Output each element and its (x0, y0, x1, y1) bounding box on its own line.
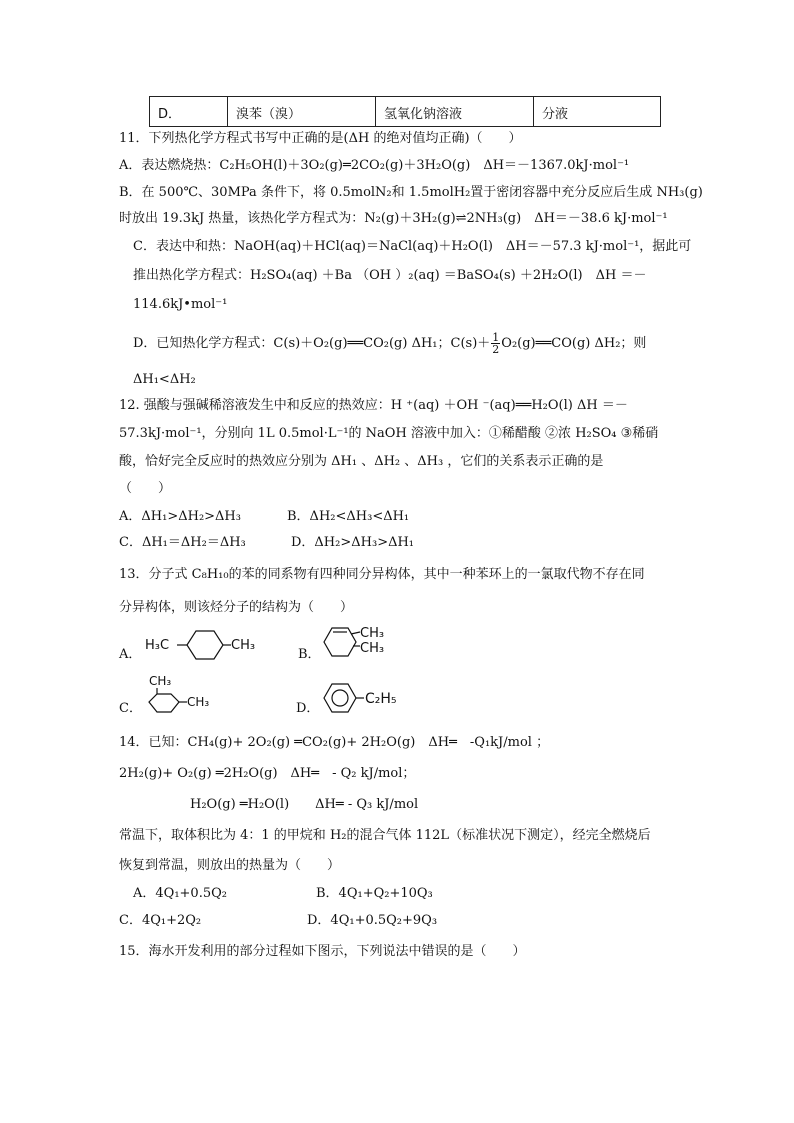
q11-d-part1: D．已知热化学方程式：C(s)＋O₂(g)══CO₂(g) ΔH₁；C(s)＋ (133, 336, 491, 351)
q12-line3: 酸，恰好完全反应时的热效应分别为 ΔH₁ 、ΔH₂ 、ΔH₃ ，它们的关系表示正确的是 (119, 454, 604, 469)
structure-text: C₂H₅ (365, 691, 397, 707)
structure-text: CH₃ (187, 695, 210, 709)
q11-option-d-line1 (133, 332, 646, 356)
q15-line1: 15．海水开发利用的部分过程如下图示，下列说法中错误的是（ ） (119, 944, 526, 959)
q14-option-b: B．4Q₁+Q₂+10Q₃ (316, 886, 433, 901)
q12-line1: 12. 强酸与强碱稀溶液发生中和反应的热效应：H ⁺(aq) ＋OH ⁻(aq)══H₂O(l) ΔH ＝－ (119, 398, 628, 413)
q12-option-c: C．ΔH₁＝ΔH₂＝ΔH₃ (119, 535, 246, 550)
q14-option-c: C．4Q₁+2Q₂ (119, 913, 202, 928)
structure-text: CH₃ (360, 626, 385, 641)
q14-option-d: D．4Q₁+0.5Q₂+9Q₃ (307, 913, 438, 928)
q11-option-b-line1: B．在 500℃、30MPa 条件下，将 0.5molN₂和 1.5molH₂置于密闭容器中充分反应后生成 NH₃(g) (119, 185, 703, 200)
structure-text: H₃C (145, 638, 170, 653)
q12-option-b: B．ΔH₂<ΔH₃<ΔH₁ (287, 509, 410, 524)
benzene-ring-icon (149, 694, 179, 712)
fraction-denominator: 2 (492, 343, 500, 356)
structure-text: CH₃ (149, 674, 172, 688)
m-xylene-structure (143, 672, 233, 718)
q11-option-c-line1: C．表达中和热：NaOH(aq)＋HCl(aq)＝NaCl(aq)＋H₂O(l) ΔH＝－57.3 kJ·mol⁻¹，据此可 (133, 239, 692, 254)
q14-line2: 2H₂(g)+ O₂(g) ═2H₂O(g) ΔH═ - Q₂ kJ/mol； (119, 766, 416, 781)
reagent-table-row (149, 96, 661, 127)
q14-line5: 恢复到常温，则放出的热量为（ ） (119, 858, 341, 873)
q14-option-a: A．4Q₁+0.5Q₂ (133, 886, 227, 901)
structure-text: CH₃ (231, 638, 256, 653)
table-cell-reagent: 氢氧化钠溶液 (376, 97, 534, 126)
q12-option-a: A．ΔH₁>ΔH₂>ΔH₃ (119, 509, 241, 524)
q12-line4: （ ） (119, 481, 172, 496)
q11-d-part2: O₂(g)══CO(g) ΔH₂；则 (501, 336, 647, 351)
q11-option-c-line2: 推出热化学方程式：H₂SO₄(aq) ＋Ba （OH ）₂(aq) ＝BaSO₄(s) ＋2H₂O(l) ΔH ＝－ (133, 268, 647, 283)
benzene-ring-icon (324, 684, 356, 712)
structure-text: CH₃ (360, 641, 385, 656)
q14-line1: 14．已知：CH₄(g)+ 2O₂(g) ═CO₂(g)+ 2H₂O(g) ΔH═ -Q₁kJ/mol ； (119, 735, 550, 750)
q13-option-b-label: B． (298, 647, 321, 662)
q11-option-d-line2: ΔH₁<ΔH₂ (133, 372, 196, 387)
q14-line4: 常温下，取体积比为 4：1 的甲烷和 H₂的混合气体 112L（标准状况下测定），经完全燃烧后 (119, 828, 651, 843)
q13-line2: 分异构体，则该烃分子的结构为（ ） (119, 600, 354, 615)
table-cell-substance: 溴苯（溴） (228, 97, 376, 126)
q13-option-c-label: C． (119, 701, 142, 716)
q11-option-b-line2: 时放出 19.3kJ 热量，该热化学方程式为：N₂(g)＋3H₂(g)⇌2NH₃(g) ΔH＝－38.6 kJ·mol⁻¹ (119, 211, 668, 226)
o-xylene-structure (320, 622, 400, 662)
q11-option-a: A．表达燃烧热：C₂H₅OH(l)＋3O₂(g)═2CO₂(g)＋3H₂O(g) ΔH＝－1367.0kJ·mol⁻¹ (119, 158, 630, 173)
structure-bond (351, 632, 360, 634)
q12-line2: 57.3kJ·mol⁻¹，分别向 1L 0.5mol·L⁻¹的 NaOH 溶液中加入：①稀醋酸 ②浓 H₂SO₄ ③稀硝 (119, 426, 659, 441)
q13-option-d-label: D． (296, 701, 320, 716)
q13-line1: 13．分子式 C₈H₁₀的苯的同系物有四种同分异构体，其中一种苯环上的一氯取代物不存在同 (119, 567, 645, 582)
table-cell-option: D． (150, 97, 228, 126)
q13-option-a-label: A． (119, 647, 142, 662)
benzene-ring-icon (187, 631, 223, 659)
q11-option-c-line3: 114.6kJ•mol⁻¹ (133, 297, 228, 312)
p-xylene-structure (145, 625, 255, 665)
q11-stem: 11．下列热化学方程式书写中正确的是(ΔH 的绝对值均正确)（ ） (119, 131, 522, 146)
aromatic-circle-icon (332, 690, 348, 706)
q12-option-d: D．ΔH₂>ΔH₃>ΔH₁ (291, 535, 415, 550)
q14-line3: H₂O(g) ═H₂O(l) ΔH═ - Q₃ kJ/mol (190, 797, 419, 812)
table-cell-method: 分液 (542, 107, 569, 122)
fraction-numerator: 1 (492, 331, 500, 344)
ethylbenzene-structure (320, 680, 410, 720)
one-half-fraction (491, 332, 500, 355)
